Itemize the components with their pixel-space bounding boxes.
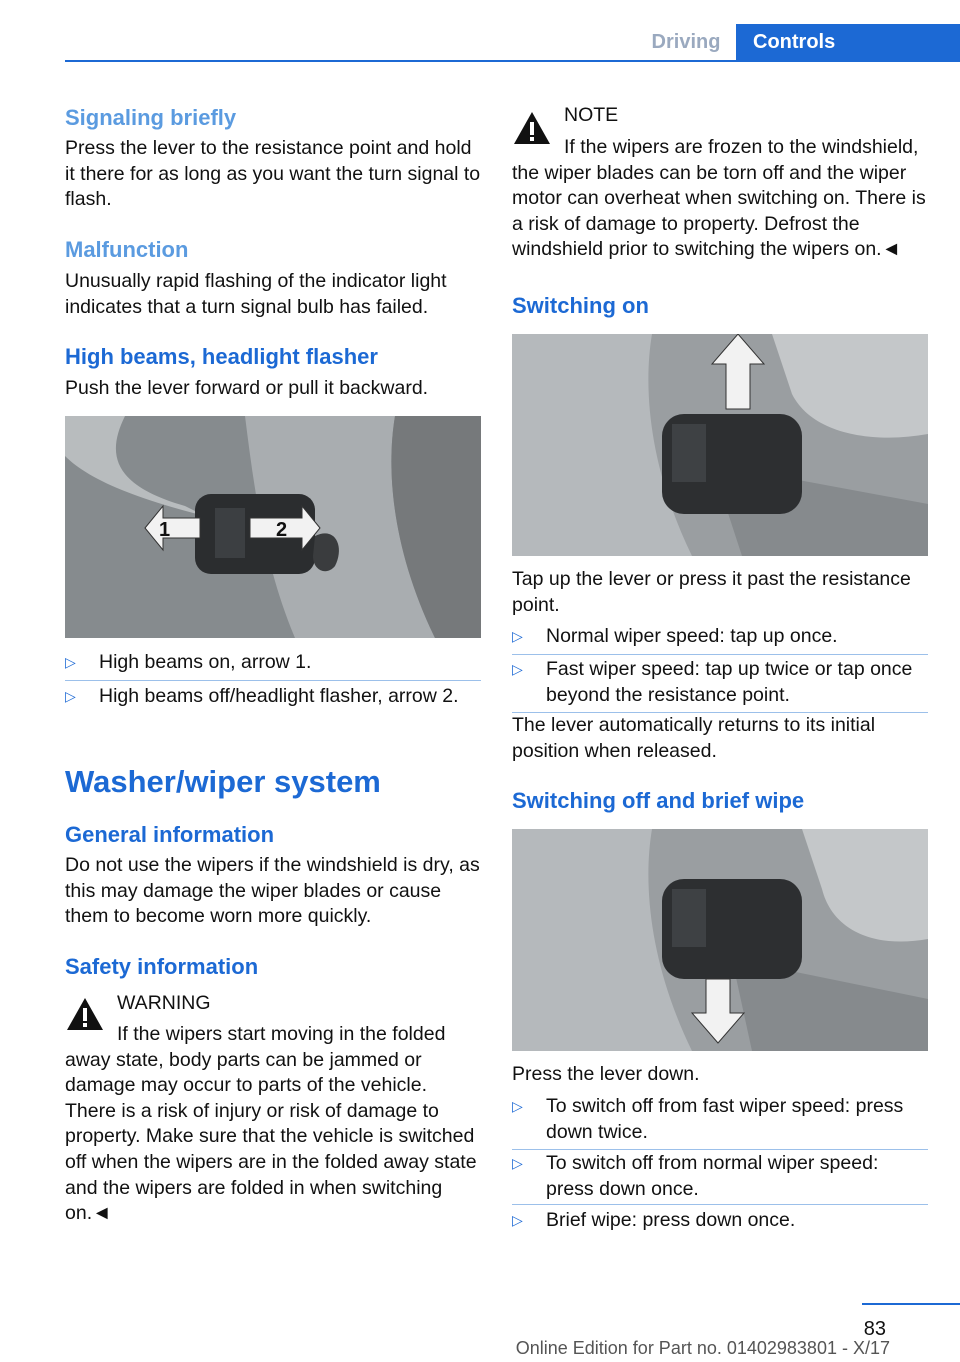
list-item: ▷ To switch off from normal wiper speed: press down once.: [512, 1152, 879, 1200]
warning-text: If the wipers start moving in the folded away state, body parts can be jammed or damage may occur to parts of the vehicle. There is a risk of injury or risk of damage to property. Make sure that the vehicle is switched off when the wipers are in the folded away state and the wipers are folded in when switching on.◄: [65, 1023, 477, 1225]
wiper-on-illustration: [512, 334, 928, 556]
signaling-title: Signaling briefly: [65, 105, 237, 130]
highbeam-lever-illustration: [65, 416, 481, 638]
switching-on-title: Switching on: [512, 293, 649, 318]
switching-on-text: Tap up the lever or press it past the resistance point.: [512, 568, 911, 616]
washer-title: Washer/wiper system: [65, 764, 381, 799]
list-divider: [512, 1149, 928, 1150]
malfunction-text: Unusually rapid flashing of the indicator light indicates that a turn signal bulb has failed.: [65, 270, 447, 318]
figure-label-2: 2: [276, 519, 288, 541]
note-text: If the wipers are frozen to the windshield, the wiper blades can be torn off and the wiper motor can overheat when switching on. There is a risk of damage to property. Defrost the windshield prior to switching the wipers on.◄: [512, 136, 926, 261]
list-item: ▷ Normal wiper speed: tap up once.: [512, 624, 928, 650]
return-text: The lever automatically returns to its initial position when released.: [512, 714, 876, 762]
list-item: ▷ High beams on, arrow 1.: [65, 650, 481, 676]
triangle-right-icon: ▷: [65, 654, 76, 670]
highbeams-title: High beams, headlight flasher: [65, 344, 378, 369]
figure-label-1: 1: [159, 519, 171, 541]
switching-off-title: Switching off and brief wipe: [512, 788, 805, 813]
highbeams-text: Push the lever forward or pull it backward.: [65, 377, 429, 399]
triangle-right-icon: ▷: [65, 688, 76, 704]
triangle-right-icon: ▷: [512, 661, 523, 677]
triangle-right-icon: ▷: [512, 1155, 523, 1171]
highbeam-lever-figure: [65, 416, 481, 638]
wiper-on-figure: [512, 334, 928, 556]
footer-rule: [862, 1303, 960, 1305]
wiper-off-illustration: [512, 829, 928, 1051]
list-item: ▷ To switch off from fast wiper speed: press down twice.: [512, 1095, 904, 1143]
press-down-text: Press the lever down.: [512, 1063, 700, 1085]
page-number: 83: [863, 1318, 886, 1340]
general-title: General information: [65, 822, 275, 847]
page-header: [65, 24, 960, 62]
malfunction-title: Malfunction: [65, 237, 189, 262]
header-rule: [65, 60, 960, 62]
tab-driving: Driving: [651, 31, 721, 53]
triangle-right-icon: ▷: [512, 1098, 523, 1114]
triangle-right-icon: ▷: [512, 628, 523, 644]
list-divider: [512, 654, 928, 655]
tab-controls: Controls: [736, 24, 960, 61]
list-divider: [512, 1204, 928, 1205]
safety-title: Safety information: [65, 954, 259, 979]
warning-label: WARNING: [117, 992, 211, 1014]
note-label: NOTE: [564, 104, 619, 126]
list-item: ▷ High beams off/headlight flasher, arrow 2.: [65, 684, 481, 710]
general-text: Do not use the wipers if the windshield is dry, as this may damage the wiper blades or cause them to become worn more quickly.: [65, 854, 480, 928]
list-divider: [65, 680, 481, 681]
footer-edition: Online Edition for Part no. 01402983801 - X/17: [515, 1338, 890, 1358]
list-item: ▷ Brief wipe: press down once.: [512, 1208, 928, 1234]
list-item: ▷ Fast wiper speed: tap up twice or tap once beyond the resistance point.: [512, 658, 913, 706]
triangle-right-icon: ▷: [512, 1212, 523, 1228]
wiper-off-figure: [512, 829, 928, 1051]
signaling-text: Press the lever to the resistance point and hold it there for as long as you want the turn signal to flash.: [65, 137, 481, 211]
